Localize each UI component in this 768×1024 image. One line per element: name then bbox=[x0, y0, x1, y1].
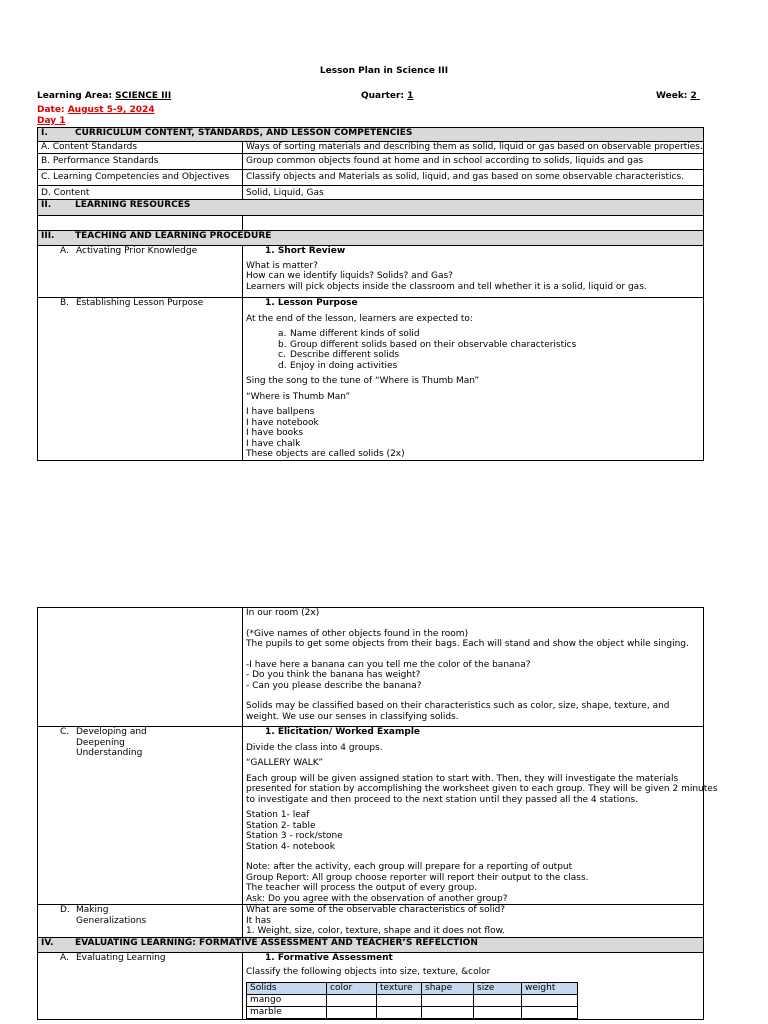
classification-table bbox=[246, 982, 578, 1019]
short-review-heading: 1. Short Review bbox=[265, 246, 346, 256]
answer-cell bbox=[377, 994, 422, 1006]
list-item: d. Enjoy in doing activities bbox=[278, 360, 398, 371]
section-heading-evaluating: IV. EVALUATING LEARNING: FORMATIVE ASSESSMENT AND TEACHER’S REFELCTION bbox=[38, 937, 704, 952]
song-line: I have notebook bbox=[246, 417, 319, 428]
week-label: Week: bbox=[656, 91, 688, 101]
paragraph-line: Each group will be given assigned station to start with. Then, they will investigate the materials bbox=[246, 773, 679, 784]
answer-cell bbox=[474, 994, 522, 1006]
day-label: Day 1 bbox=[37, 116, 66, 126]
lesson-purpose-cell bbox=[243, 298, 704, 461]
column-header: color bbox=[327, 982, 377, 994]
column-header: Solids bbox=[247, 982, 327, 994]
lesson-table-page-2 bbox=[37, 607, 718, 1020]
song-title: “Where is Thumb Man” bbox=[246, 391, 351, 402]
gallery-walk-title: “GALLERY WALK” bbox=[246, 758, 324, 768]
note-line: Note: after the activity, each group will prepare for a reporting of output bbox=[246, 862, 573, 872]
generalization-line: It has bbox=[246, 915, 271, 926]
resources-empty-cell bbox=[243, 216, 704, 231]
column-header: shape bbox=[422, 982, 474, 994]
table-row bbox=[38, 727, 704, 905]
paragraph-line: presented for station by accomplishing the worksheet given to each group. They will be given 2 minutes bbox=[246, 784, 718, 794]
answer-cell bbox=[327, 994, 377, 1006]
table-row bbox=[247, 994, 578, 1006]
summary-line: Solids may be classified based on their characteristics such as color, size, shape, texture, and bbox=[246, 701, 670, 711]
table-row bbox=[38, 905, 704, 938]
table-row bbox=[38, 154, 704, 170]
song-line: In our room (2x) bbox=[246, 608, 320, 618]
song-intro: Sing the song to the tune of “Where is Thumb Man” bbox=[246, 376, 480, 386]
column-header: texture bbox=[377, 982, 422, 994]
question-line: -I have here a banana can you tell me the color of the banana? bbox=[246, 659, 531, 670]
week bbox=[656, 91, 700, 102]
song-continuation-cell bbox=[243, 608, 704, 727]
learning-area bbox=[37, 91, 171, 102]
section-row-procedure bbox=[38, 231, 704, 246]
answer-cell bbox=[522, 994, 578, 1006]
list-item: c. Describe different solids bbox=[278, 350, 400, 360]
answer-cell bbox=[422, 1006, 474, 1018]
short-review-cell bbox=[243, 246, 704, 298]
section-heading-resources: II. LEARNING RESOURCES bbox=[38, 200, 704, 216]
review-line: Learners will pick objects inside the classroom and tell whether it is a solid, liquid or gas. bbox=[246, 281, 647, 292]
formative-assessment-heading: 1. Formative Assessment bbox=[265, 952, 393, 963]
activating-prior-knowledge-label: A. Activating Prior Knowledge bbox=[38, 246, 243, 298]
note-line: Ask: Do you agree with the observation of another group? bbox=[246, 893, 508, 904]
section-heading-curriculum: I. CURRICULUM CONTENT, STANDARDS, AND LESSON COMPETENCIES bbox=[38, 128, 704, 142]
instruction-line: (*Give names of other objects found in the room) bbox=[246, 628, 469, 639]
table-row bbox=[38, 246, 704, 298]
competencies-label: C. Learning Competencies and Objectives bbox=[38, 170, 243, 186]
solid-name-cell: marble bbox=[247, 1006, 327, 1018]
quarter-label: Quarter: bbox=[361, 91, 405, 101]
station-line: Station 1- leaf bbox=[246, 810, 310, 820]
station-line: Station 3 - rock/stone bbox=[246, 831, 343, 841]
song-line: These objects are called solids (2x) bbox=[246, 449, 405, 459]
review-line: How can we identify liquids? Solids? and Gas? bbox=[246, 271, 453, 281]
date bbox=[37, 105, 155, 116]
objectives-list bbox=[246, 329, 700, 371]
classification-header-row bbox=[247, 982, 578, 994]
content-value: Solid, Liquid, Gas bbox=[243, 186, 704, 200]
formative-assessment-cell bbox=[243, 952, 704, 1019]
paragraph-line: to investigate and then proceed to the next station until they passed all the 4 stations. bbox=[246, 794, 639, 805]
section-row-evaluating bbox=[38, 937, 704, 952]
song-line: I have chalk bbox=[246, 438, 301, 449]
section-row-resources bbox=[38, 200, 704, 216]
quarter-value: 1 bbox=[407, 91, 414, 101]
page-title: Lesson Plan in Science III bbox=[319, 66, 449, 76]
table-row bbox=[247, 1006, 578, 1018]
answer-cell bbox=[327, 1006, 377, 1018]
lesson-table-page-1 bbox=[37, 127, 704, 461]
table-row bbox=[38, 298, 704, 461]
summary-line: weight. We use our senses in classifying solids. bbox=[246, 711, 459, 722]
question-line: - Can you please describe the banana? bbox=[246, 680, 422, 691]
competencies-value: Classify objects and Materials as solid, liquid, and gas based on some observable characteristics. bbox=[243, 170, 704, 186]
list-item: b. Group different solids based on their observable characteristics bbox=[278, 339, 577, 350]
continued-empty-cell bbox=[38, 608, 243, 727]
review-line: What is matter? bbox=[246, 260, 318, 271]
making-generalizations-label: D. Making Generalizations bbox=[38, 905, 243, 938]
classify-instruction: Classify the following objects into size, texture, &color bbox=[246, 967, 491, 977]
performance-standards-value: Group common objects found at home and in school according to solids, liquids and gas bbox=[243, 154, 704, 170]
note-line: Group Report: All group choose reporter will report their output to the class. bbox=[246, 872, 589, 883]
table-row bbox=[38, 142, 704, 154]
performance-standards-label: B. Performance Standards bbox=[38, 154, 243, 170]
note-line: The teacher will process the output of every group. bbox=[246, 883, 478, 893]
learning-area-value: SCIENCE III bbox=[115, 91, 172, 101]
content-label: D. Content bbox=[38, 186, 243, 200]
table-row bbox=[38, 186, 704, 200]
column-header: weight bbox=[522, 982, 578, 994]
answer-cell bbox=[377, 1006, 422, 1018]
song-line: I have ballpens bbox=[246, 407, 315, 417]
section-row-curriculum bbox=[38, 128, 704, 142]
question-line: - Do you think the banana has weight? bbox=[246, 670, 421, 680]
content-standards-label: A. Content Standards bbox=[38, 142, 243, 154]
resources-empty-cell bbox=[38, 216, 243, 231]
elicitation-heading: 1. Elicitation/ Worked Example bbox=[265, 727, 421, 737]
date-label: Date: bbox=[37, 105, 65, 115]
week-value: 2 bbox=[690, 91, 697, 101]
table-row bbox=[38, 216, 704, 231]
column-header: size bbox=[474, 982, 522, 994]
generalization-cell bbox=[243, 905, 704, 938]
quarter bbox=[361, 91, 413, 102]
learning-area-label: Learning Area: bbox=[37, 91, 113, 101]
date-value: August 5-9, 2024 bbox=[67, 105, 155, 115]
establishing-purpose-label: B. Establishing Lesson Purpose bbox=[38, 298, 243, 461]
purpose-intro: At the end of the lesson, learners are expected to: bbox=[246, 313, 473, 324]
evaluating-learning-label: A. Evaluating Learning bbox=[38, 952, 243, 1019]
developing-understanding-label: C. Developing and Deepening Understanding bbox=[38, 727, 243, 905]
section-heading-procedure: III. TEACHING AND LEARNING PROCEDURE bbox=[38, 231, 704, 246]
station-line: Station 4- notebook bbox=[246, 841, 335, 852]
instruction-line: The pupils to get some objects from their bags. Each will stand and show the object while singing. bbox=[246, 639, 689, 649]
divide-line: Divide the class into 4 groups. bbox=[246, 742, 383, 753]
table-row bbox=[38, 170, 704, 186]
answer-cell bbox=[474, 1006, 522, 1018]
station-line: Station 2- table bbox=[246, 820, 316, 831]
elicitation-cell bbox=[243, 727, 718, 905]
song-line: I have books bbox=[246, 428, 304, 438]
generalization-line: 1. Weight, size, color, texture, shape and it does not flow. bbox=[246, 926, 505, 936]
content-standards-value: Ways of sorting materials and describing them as solid, liquid or gas based on observable properties. bbox=[243, 142, 704, 154]
table-row bbox=[38, 608, 704, 727]
table-row bbox=[38, 952, 704, 1019]
generalization-line: What are some of the observable characteristics of solid? bbox=[246, 905, 506, 915]
list-item: a. Name different kinds of solid bbox=[278, 329, 420, 339]
answer-cell bbox=[422, 994, 474, 1006]
lesson-purpose-heading: 1. Lesson Purpose bbox=[265, 298, 358, 308]
answer-cell bbox=[522, 1006, 578, 1018]
solid-name-cell: mango bbox=[247, 994, 327, 1006]
